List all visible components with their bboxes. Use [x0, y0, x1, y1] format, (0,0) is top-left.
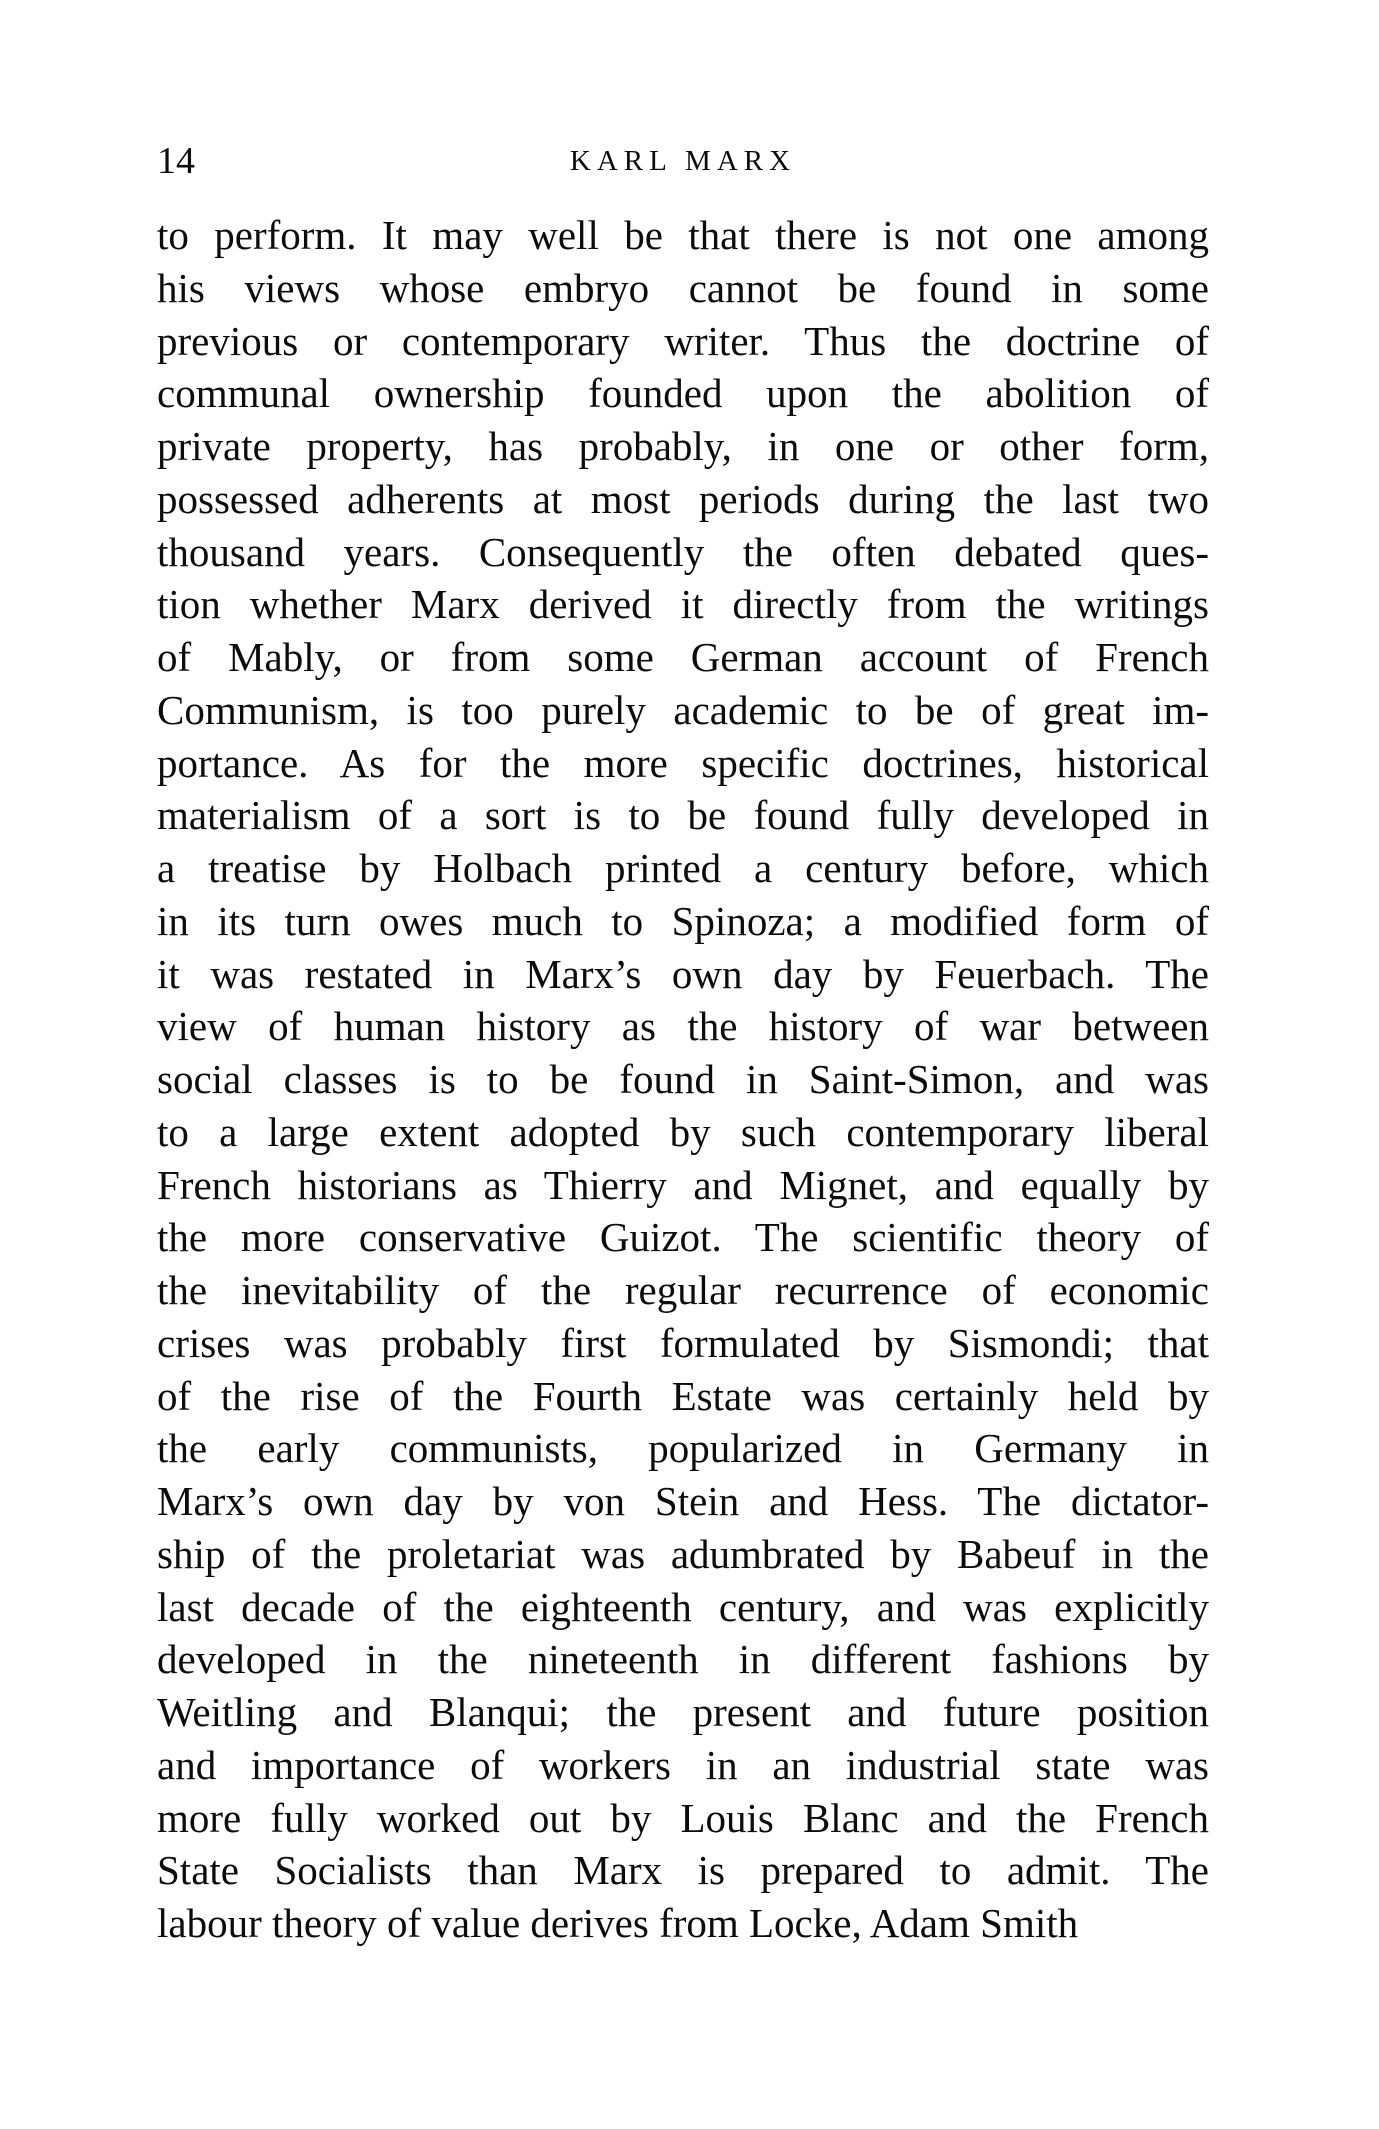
text-line: of Mably, or from some German account of French [157, 634, 1209, 680]
text-line: to a large extent adopted by such contemporary liberal [157, 1108, 1209, 1155]
text-line: State Socialists than Marx is prepared to admit. The [157, 1847, 1209, 1894]
text-line: thousand years. Consequently the often debated ques- [157, 528, 1209, 575]
text-line: in its turn owes much to Spinoza; a modified form of [157, 897, 1209, 944]
text-line: to perform. It may well be that there is not one among [157, 212, 1209, 258]
text-line: Marx’s own day by von Stein and Hess. The dictator- [157, 1478, 1209, 1524]
text-line: private property, has probably, in one or other form, [157, 423, 1209, 469]
text-line: Communism, is too purely academic to be of great im- [157, 686, 1209, 733]
text-line: a treatise by Holbach printed a century before, which [157, 845, 1209, 891]
text-line: the early communists, popularized in Germany in [157, 1425, 1209, 1472]
page-number: 14 [157, 140, 195, 182]
text-line: communal ownership founded upon the abolition of [157, 370, 1209, 417]
text-line: of the rise of the Fourth Estate was certainly held by [157, 1372, 1209, 1419]
text-line: possessed adherents at most periods during the last two [157, 475, 1209, 522]
text-line: tion whether Marx derived it directly from the writings [157, 581, 1209, 628]
text-line: previous or contemporary writer. Thus the doctrine of [157, 317, 1209, 364]
running-head [157, 137, 1209, 185]
text-line: materialism of a sort is to be found fully developed in [157, 792, 1209, 839]
text-line: view of human history as the history of war between [157, 1003, 1209, 1050]
text-line: the more conservative Guizot. The scientific theory of [157, 1214, 1209, 1261]
text-line: last decade of the eighteenth century, and was explicitly [157, 1583, 1209, 1630]
text-line: ship of the proletariat was adumbrated by Babeuf in the [157, 1530, 1209, 1577]
running-title: KARL MARX [569, 145, 797, 177]
text-line: social classes is to be found in Saint-Simon, and was [157, 1056, 1209, 1102]
text-line: French historians as Thierry and Mignet, and equally by [157, 1161, 1209, 1208]
text-line: the inevitability of the regular recurrence of economic [157, 1267, 1209, 1313]
text-line: more fully worked out by Louis Blanc and the French [157, 1794, 1209, 1841]
body-paragraph [157, 209, 1209, 1950]
text-line: developed in the nineteenth in different fashions by [157, 1636, 1209, 1683]
text-line: crises was probably first formulated by Sismondi; that [157, 1319, 1209, 1366]
text-line: his views whose embryo cannot be found in some [157, 264, 1209, 311]
text-line: and importance of workers in an industrial state was [157, 1741, 1209, 1788]
text-line: labour theory of value derives from Locke, Adam Smith [157, 1900, 1079, 1946]
text-line: Weitling and Blanqui; the present and future position [157, 1689, 1209, 1735]
text-line: portance. As for the more specific doctrines, historical [157, 739, 1209, 786]
text-line: it was restated in Marx’s own day by Feuerbach. The [157, 950, 1209, 997]
